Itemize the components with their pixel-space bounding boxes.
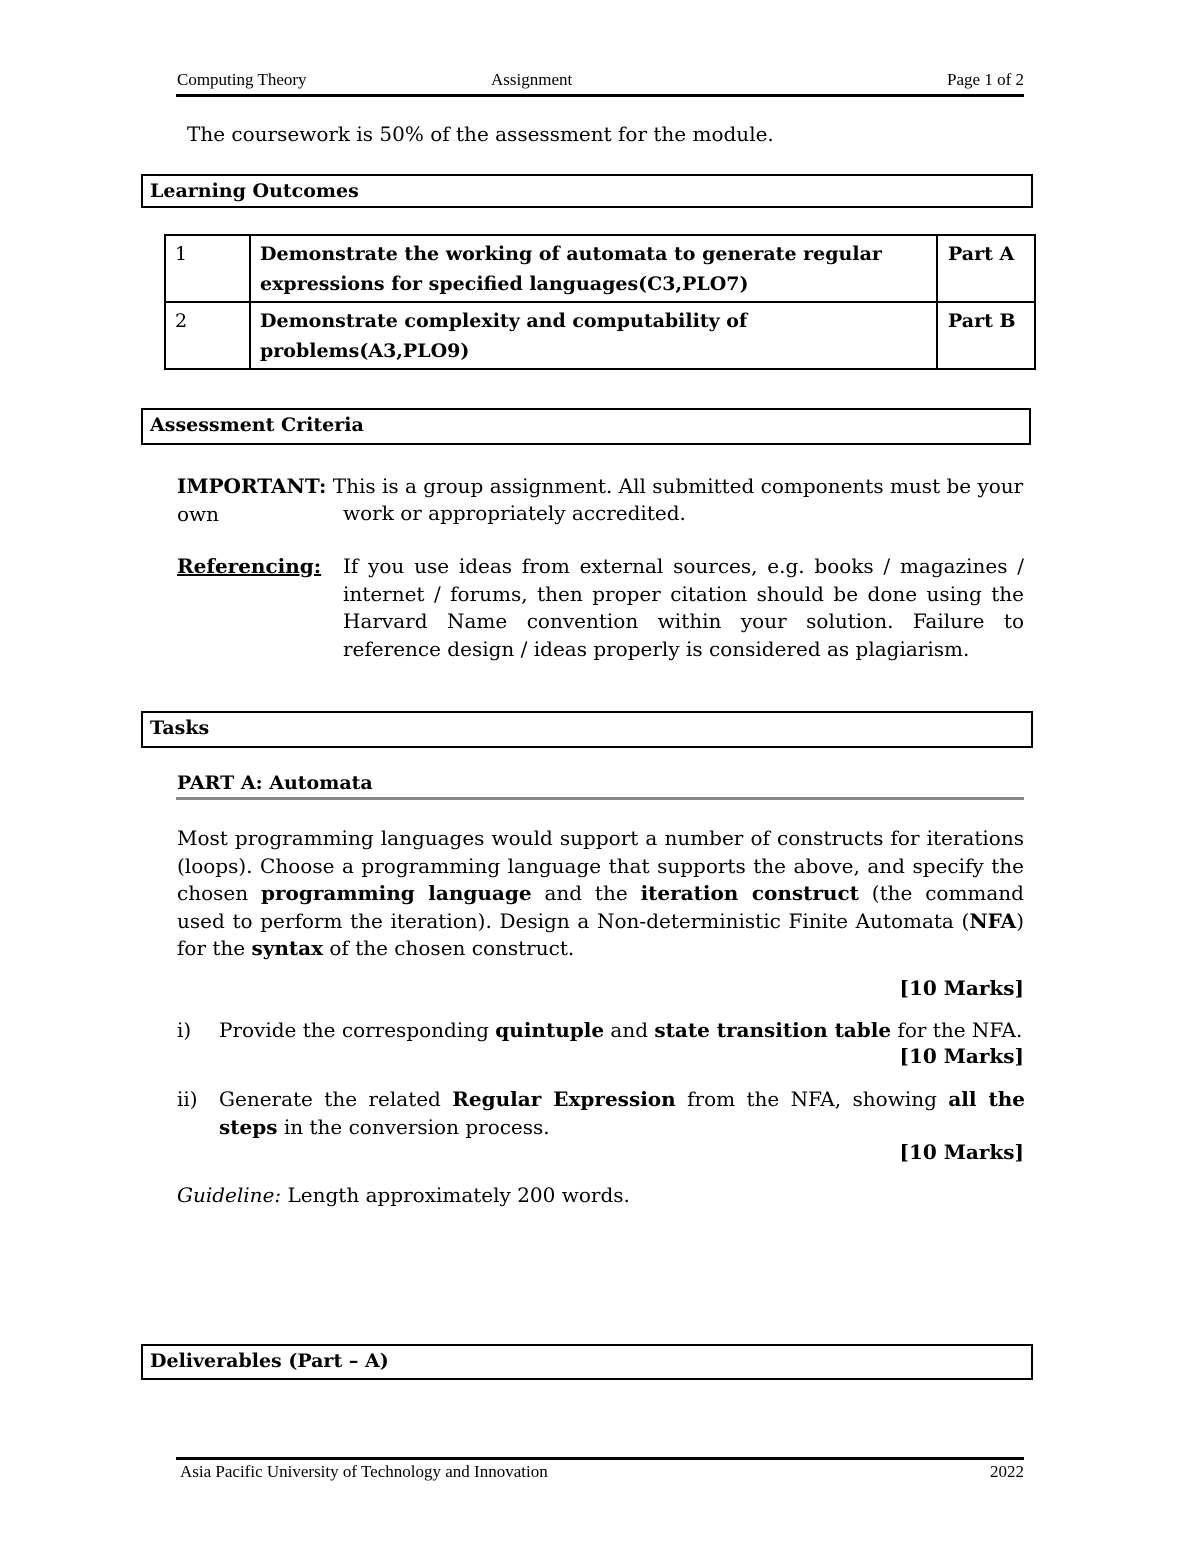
outcome-part: Part A [937, 235, 1035, 302]
item-i-bold-state-transition-table: state transition table [654, 1018, 892, 1042]
item-i-text-3: for the NFA. [891, 1018, 1023, 1042]
outcome-number: 1 [165, 235, 250, 302]
marks-label: [10 Marks] [899, 1044, 1024, 1068]
header-type: Assignment [491, 70, 573, 89]
item-ii-text-3: in the conversion process. [277, 1114, 550, 1139]
outcome-part: Part B [937, 302, 1035, 369]
learning-outcomes-heading [141, 174, 1033, 208]
item-i-text-1: Provide the corresponding [219, 1018, 496, 1042]
guideline-label: Guideline: [177, 1183, 282, 1207]
important-label: IMPORTANT: [177, 474, 327, 498]
assessment-criteria-heading [141, 408, 1031, 445]
header-rule [176, 94, 1024, 97]
deliverables-heading [141, 1344, 1033, 1380]
footer-rule [176, 1457, 1024, 1460]
marks-label: [10 Marks] [899, 976, 1024, 1000]
marks-label: [10 Marks] [899, 1140, 1024, 1164]
desc-text-3: (the command used to perform the iteration). Design a Non-deterministic Finite Automata ( [177, 881, 1024, 933]
part-a-rule [176, 797, 1024, 800]
referencing-text: If you use ideas from external sources, e.g. books / magazines / internet / forums, then proper citation should be done using the Harvard Name convention within your solution. Failure to reference design / ideas properly is considered as plagiarism. [343, 554, 1024, 661]
table-row [165, 235, 1035, 302]
item-ii-text-2: from the NFA, showing [675, 1087, 949, 1111]
intro-text: The coursework is 50% of the assessment for the module. [187, 122, 774, 146]
desc-bold-iteration-construct: iteration construct [640, 881, 859, 905]
guideline-text: Length approximately 200 words. [281, 1183, 630, 1207]
desc-text-1: Most programming languages would support a number of constructs for iterations (loops). Choose a programming language that supports the above, and specify the chosen [177, 826, 1024, 905]
important-text-line2: work or appropriately accredited. [343, 501, 686, 525]
header-course: Computing Theory [177, 70, 307, 89]
header-page-number: Page 1 of 2 [947, 70, 1024, 89]
desc-text-4: ) for the [177, 908, 1024, 960]
desc-text-5: of the chosen construct. [323, 936, 575, 960]
outcome-number: 2 [165, 302, 250, 369]
footer-year: 2022 [990, 1462, 1024, 1481]
desc-bold-syntax: syntax [251, 936, 324, 960]
item-i-text-2: and [604, 1018, 655, 1042]
learning-outcomes-title: Learning Outcomes [150, 180, 359, 202]
tasks-heading [141, 711, 1033, 748]
referencing-label: Referencing: [177, 554, 322, 578]
guideline [177, 1182, 630, 1210]
footer-institution: Asia Pacific University of Technology and Innovation [180, 1462, 548, 1481]
learning-outcomes-table [164, 234, 1036, 370]
item-i-bold-quintuple: quintuple [495, 1018, 605, 1042]
outcome-description: Demonstrate the working of automata to generate regular expressions for specified languages(C3,PLO7) [250, 235, 937, 302]
item-ii-text-1: Generate the related [219, 1087, 453, 1111]
important-text-line1: This is a group assignment. All submitted components must be your own [177, 474, 1024, 526]
item-ii-text [219, 1086, 1025, 1141]
table-row [165, 302, 1035, 369]
desc-bold-nfa: NFA [969, 908, 1017, 933]
assessment-criteria-title: Assessment Criteria [150, 414, 364, 436]
desc-text-2: and the [531, 881, 641, 905]
part-a-title: PART A: Automata [177, 772, 373, 794]
desc-bold-programming-language: programming language [260, 881, 532, 905]
item-i-label: i) [177, 1018, 192, 1042]
deliverables-title: Deliverables (Part – A) [150, 1350, 389, 1372]
item-i-text [219, 1017, 1025, 1045]
part-a-description [177, 825, 1024, 963]
item-ii-bold-all-the-steps: all the steps [219, 1087, 1025, 1139]
tasks-title: Tasks [150, 717, 210, 739]
item-ii-label: ii) [177, 1087, 198, 1111]
item-ii-bold-regular-expression: Regular Expression [452, 1087, 676, 1111]
outcome-description: Demonstrate complexity and computability of problems(A3,PLO9) [250, 302, 937, 369]
